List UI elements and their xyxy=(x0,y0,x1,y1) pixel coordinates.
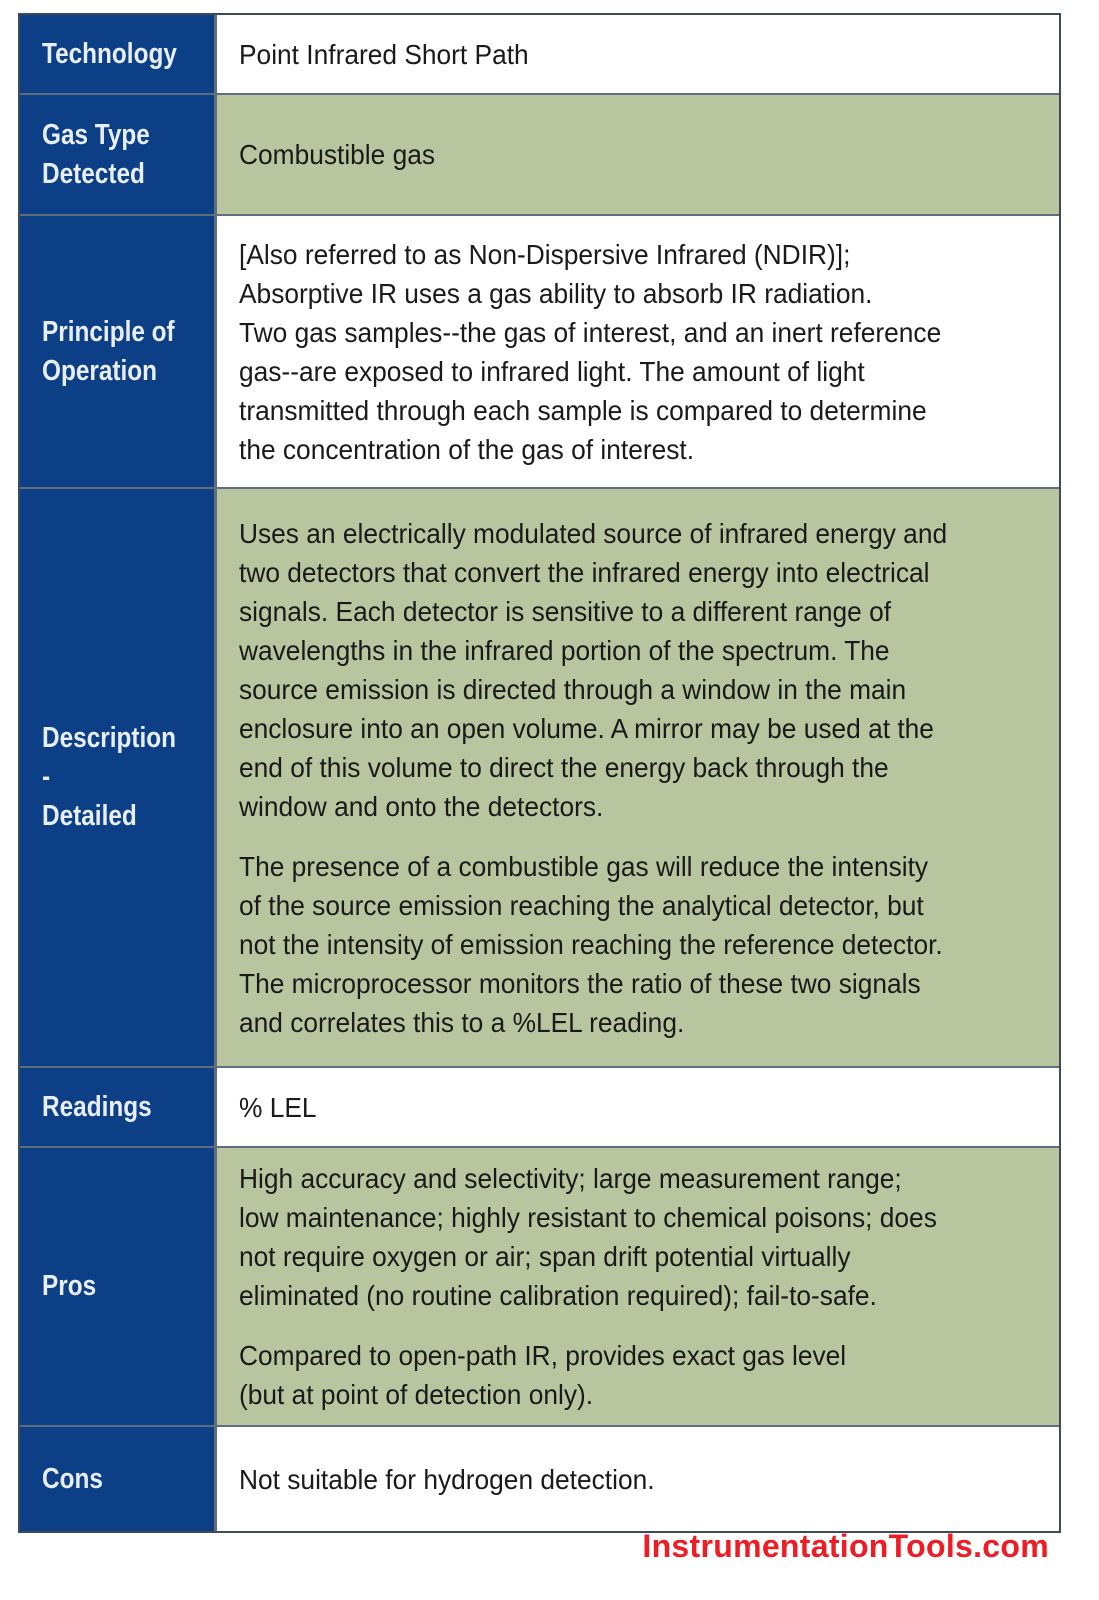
row-label-technology: Technology xyxy=(42,37,177,70)
row-label-cell xyxy=(20,216,217,487)
row-label-cell xyxy=(20,1427,217,1531)
row-value-cell xyxy=(217,1148,1059,1425)
table-row-technology xyxy=(20,15,1059,95)
table-row-principle xyxy=(20,216,1059,489)
row-label-cell xyxy=(20,489,217,1066)
row-label-pros: Pros xyxy=(42,1270,97,1302)
row-label-readings: Readings xyxy=(42,1090,152,1123)
row-label-description: Description - Detailed xyxy=(42,722,177,832)
row-label-cell xyxy=(20,1148,217,1425)
row-label-cell xyxy=(20,15,217,93)
row-value-cell xyxy=(217,216,1059,487)
row-value-pros-para-2: Compared to open-path IR, provides exact gas level (but at point of detection only). xyxy=(239,1340,847,1410)
row-value-gas-type: Combustible gas xyxy=(239,139,436,170)
row-value-cell xyxy=(217,95,1059,214)
row-label-principle: Principle of Operation xyxy=(42,315,175,387)
row-value-principle: [Also referred to as Non-Dispersive Infrared (NDIR)]; Absorptive IR uses a gas ability to absorb IR radiation. Two gas samples--the gas of interest, and an inert reference gas--are exposed to infrared light. The amount of light transmitted through each sample is compared to determine the concentration of the gas of interest. xyxy=(239,238,942,465)
row-label-cell xyxy=(20,1068,217,1146)
table-row-readings xyxy=(20,1068,1059,1148)
row-value-cons: Not suitable for hydrogen detection. xyxy=(239,1463,655,1495)
table-row-cons xyxy=(20,1427,1059,1531)
row-value-cell xyxy=(217,489,1059,1066)
row-value-cell xyxy=(217,15,1059,93)
row-value-pros-para-1: High accuracy and selectivity; large measurement range; low maintenance; highly resistant to chemical poisons; does not require oxygen or air; span drift potential virtually eliminated (no routine calibration required); fail-to-safe. xyxy=(239,1163,937,1311)
row-value-technology: Point Infrared Short Path xyxy=(239,38,529,70)
row-value-description-para-1: Uses an electrically modulated source of infrared energy and two detectors that convert the infrared energy into electrical signals. Each detector is sensitive to a different range of wavelengths in the infrared portion of the spectrum. The source emission is directed through a window in the main enclosure into an open volume. A mirror may be used at the end of this volume to direct the energy back through the window and onto the detectors. xyxy=(239,517,948,822)
row-label-cons: Cons xyxy=(42,1462,103,1495)
row-value-readings: % LEL xyxy=(239,1091,317,1123)
row-value-description-para-2: The presence of a combustible gas will reduce the intensity of the source emission reaching the analytical detector, but not the intensity of emission reaching the reference detector. The microprocessor monitors the ratio of these two signals and correlates this to a %LEL reading. xyxy=(239,850,943,1038)
table-row-gas-type xyxy=(20,95,1059,216)
row-value-cell xyxy=(217,1068,1059,1146)
row-value-cell xyxy=(217,1427,1059,1531)
row-label-gas-type: Gas Type Detected xyxy=(42,118,150,190)
row-label-cell xyxy=(20,95,217,214)
table-row-description xyxy=(20,489,1059,1068)
watermark: InstrumentationTools.com xyxy=(642,1528,1049,1564)
table-row-pros xyxy=(20,1148,1059,1427)
spec-table xyxy=(18,13,1061,1533)
